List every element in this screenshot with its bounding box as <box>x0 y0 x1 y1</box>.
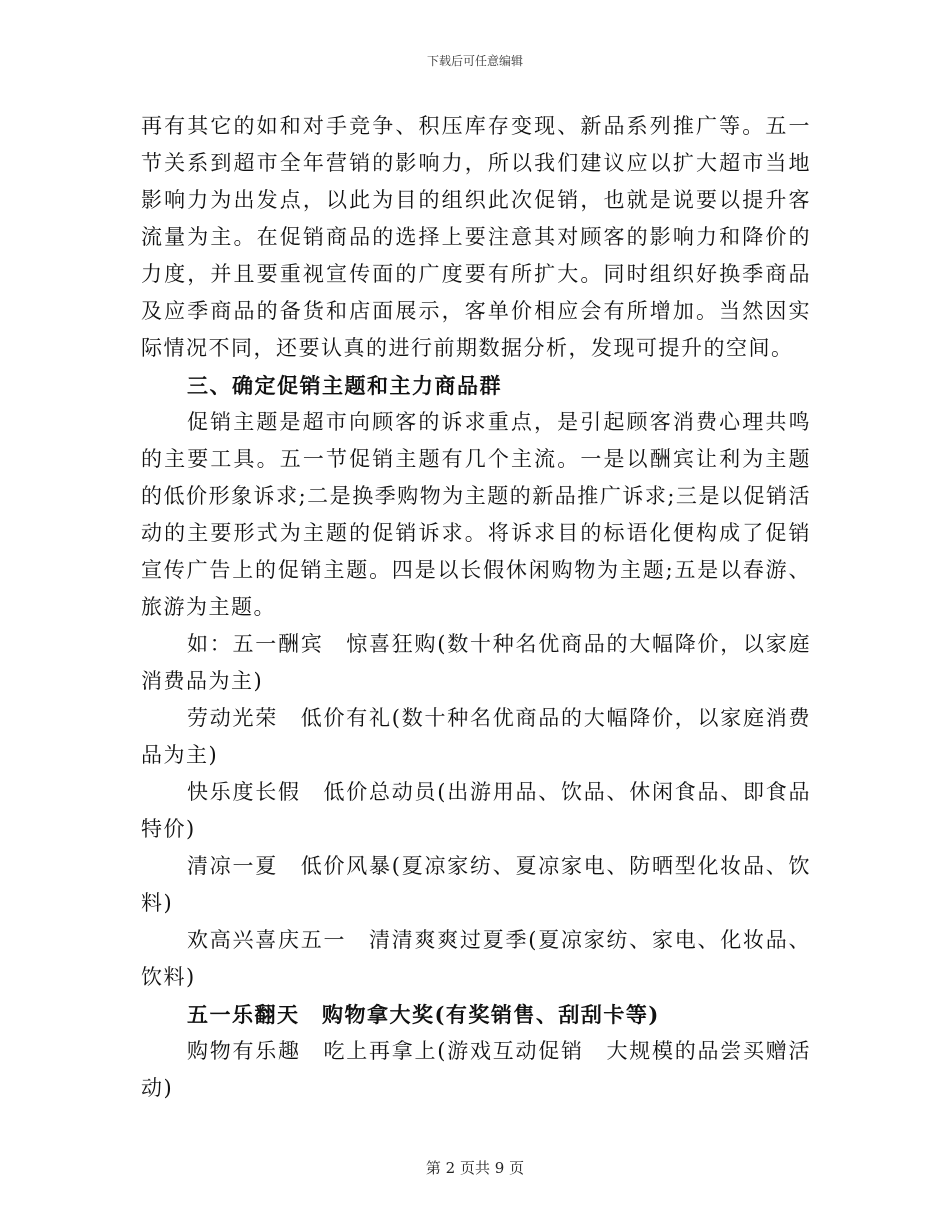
slogan-item: 欢高兴喜庆五一 清清爽爽过夏季(夏凉家纺、家电、化妆品、饮料) <box>141 928 811 989</box>
slogan-item: 快乐度长假 低价总动员(出游用品、饮品、休闲食品、即食品特价) <box>141 780 811 841</box>
slogan-item: 购物有乐趣 吃上再拿上(游戏互动促销 大规模的品尝买赠活动) <box>141 1039 811 1100</box>
slogan-item-bold: 五一乐翻天 购物拿大奖(有奖销售、刮刮卡等) <box>187 1002 660 1027</box>
body-paragraph: 再有其它的如和对手竞争、积压库存变现、新品系列推广等。五一节关系到超市全年营销的影响力，所以我们建议应以扩大超市当地影响力为出发点，以此为目的组织此次促销，也就是说要以提升客流量为主。在促销商品的选择上要注意其对顾客的影响力和降价的力度，并且要重视宣传面的广度要有所扩大。同时组织好换季商品及应季商品的备货和店面展示，客单价相应会有所增加。当然因实际情况不同，还要认真的进行前期数据分析，发现可提升的空间。 <box>141 114 811 360</box>
section-heading: 三、确定促销主题和主力商品群 <box>187 373 502 398</box>
page-header-note: 下载后可任意编辑 <box>426 54 523 68</box>
page-number: 第 2 页共 9 页 <box>425 1159 525 1177</box>
document-body <box>141 108 811 1107</box>
slogan-item: 清凉一夏 低价风暴(夏凉家纺、夏凉家电、防晒型化妆品、饮料) <box>141 854 811 915</box>
slogan-item: 劳动光荣 低价有礼(数十种名优商品的大幅降价，以家庭消费品为主) <box>141 706 811 767</box>
slogan-item: 如：五一酬宾 惊喜狂购(数十种名优商品的大幅降价，以家庭消费品为主) <box>141 632 811 693</box>
body-paragraph: 促销主题是超市向顾客的诉求重点，是引起顾客消费心理共鸣的主要工具。五一节促销主题有几个主流。一是以酬宾让利为主题的低价形象诉求;二是换季购物为主题的新品推广诉求;三是以促销活动的主要形式为主题的促销诉求。将诉求目的标语化便构成了促销宣传广告上的促销主题。四是以长假休闲购物为主题;五是以春游、旅游为主题。 <box>141 410 811 619</box>
